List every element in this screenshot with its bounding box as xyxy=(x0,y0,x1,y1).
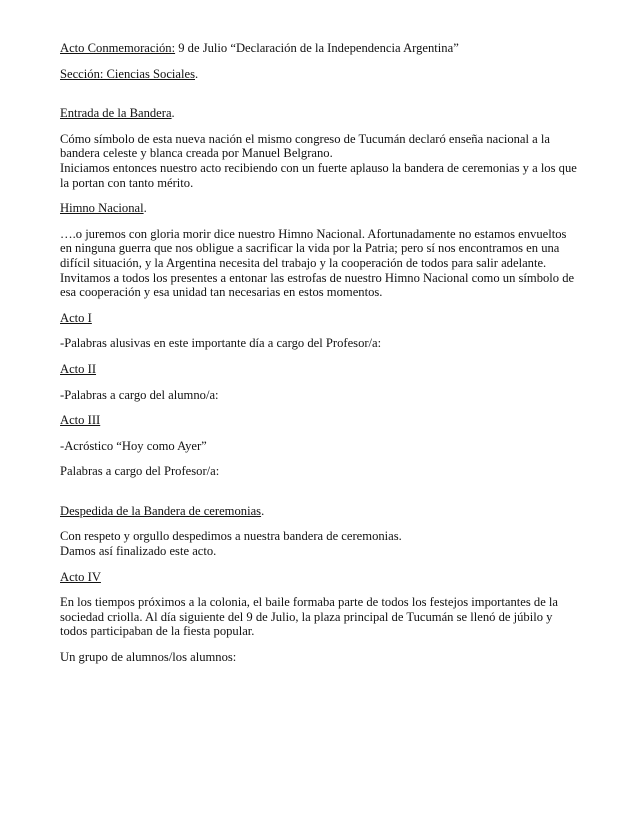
act-1-text: -Palabras alusivas en este importante día a cargo del Profesor/a: xyxy=(60,336,382,351)
anthem-heading: Himno Nacional. xyxy=(60,201,147,216)
flag-entry-paragraph-1: Cómo símbolo de esta nueva nación el mismo congreso de Tucumán declaró enseña nacional a la bandera celeste y blanca creada por Manuel Belgrano. xyxy=(60,131,550,161)
act-1-heading: Acto I xyxy=(60,310,92,325)
act-3-text: Palabras a cargo del Profesor/a: xyxy=(60,464,220,479)
act-4-heading: Acto IV xyxy=(60,569,101,584)
act-3-acrostic: -Acróstico “Hoy como Ayer” xyxy=(60,438,207,453)
act-2-heading: Acto II xyxy=(60,361,97,376)
act-4-students: Un grupo de alumnos/los alumnos: xyxy=(60,650,237,665)
act-title-line xyxy=(60,41,580,56)
act-3-heading: Acto III xyxy=(60,413,101,428)
farewell-line-1: Con respeto y orgullo despedimos a nuestra bandera de ceremonias. xyxy=(60,529,402,544)
flag-entry-heading: Entrada de la Bandera. xyxy=(60,106,175,121)
farewell-heading: Despedida de la Bandera de ceremonias. xyxy=(60,503,265,518)
document-page xyxy=(60,41,580,665)
act-title: 9 de Julio “Declaración de la Independencia Argentina” xyxy=(175,41,459,55)
flag-entry-paragraph-2: Iniciamos entonces nuestro acto recibiendo con un fuerte aplauso la bandera de ceremonias y a los que la portan con tanto mérito. xyxy=(60,160,577,190)
act-4-paragraph: En los tiempos próximos a la colonia, el baile formaba parte de todos los festejos importantes de la sociedad criolla. Al día siguiente del 9 de Julio, la plaza principal de Tucumán se llenó de júbilo y todos participaban de la fiesta popular. xyxy=(60,595,559,639)
anthem-paragraph-2: Invitamos a todos los presentes a entonar las estrofas de nuestro Himno Nacional como un símbolo de esa cooperación y esa unidad tan necesarias en estos momentos. xyxy=(60,270,575,300)
anthem-paragraph-1: ….o juremos con gloria morir dice nuestro Himno Nacional. Afortunadamente no estamos envueltos en ninguna guerra que nos obligue a sacrificar la vida por la Patria; pero sí nos encontramos en una difícil situación, y la Argentina necesita del trabajo y la cooperación de todos para salir adelante. xyxy=(60,226,567,270)
section-line: Sección: Ciencias Sociales. xyxy=(60,66,199,81)
section-label: Sección: Ciencias Sociales xyxy=(60,66,195,81)
act-label: Acto Conmemoración: xyxy=(60,41,176,55)
farewell-line-2: Damos así finalizado este acto. xyxy=(60,544,217,559)
act-2-text: -Palabras a cargo del alumno/a: xyxy=(60,387,219,402)
